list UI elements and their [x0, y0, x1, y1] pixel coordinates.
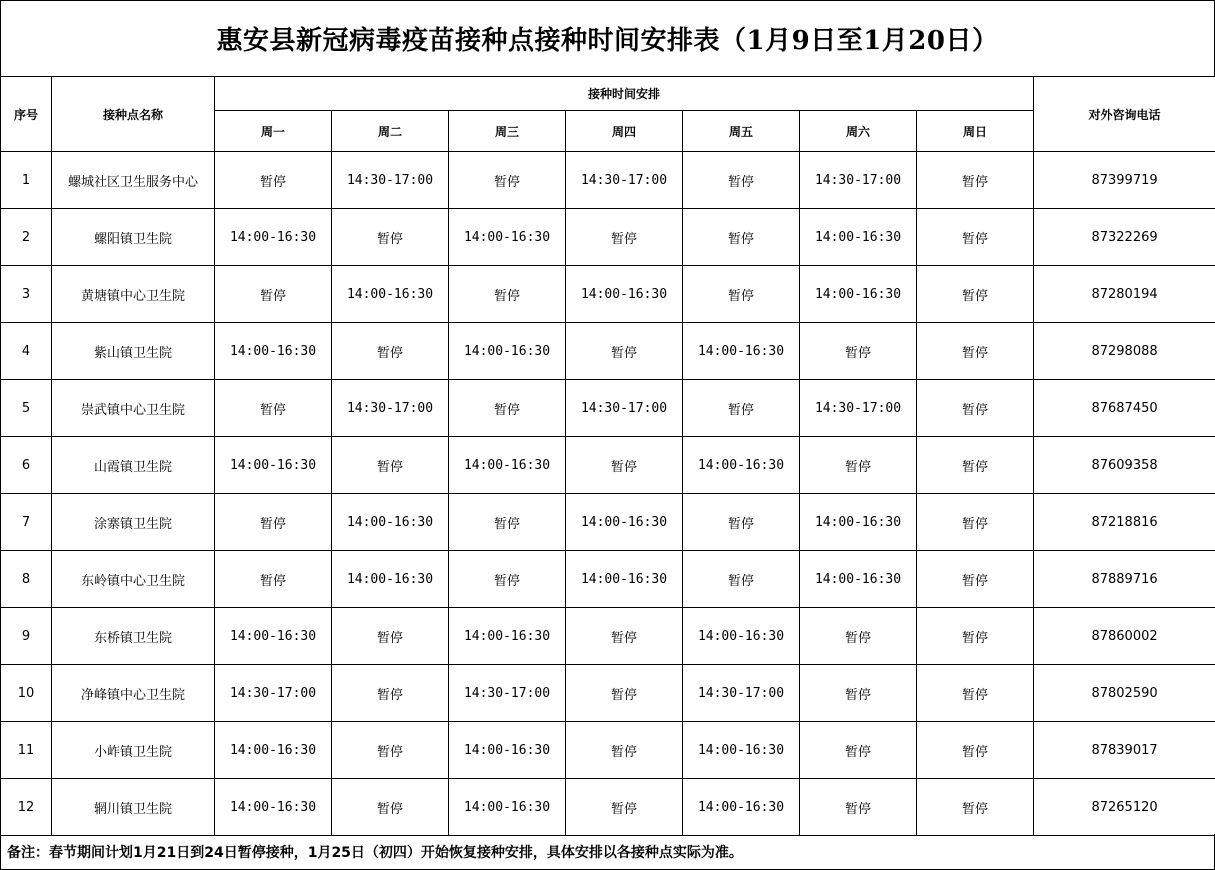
site-name: 辋川镇卫生院: [52, 779, 215, 836]
site-name: 崇武镇中心卫生院: [52, 380, 215, 437]
schedule-cell: 暂停: [917, 494, 1034, 551]
schedule-cell: 14:30-17:00: [566, 380, 683, 437]
schedule-cell: 14:00-16:30: [449, 437, 566, 494]
row-index: 6: [1, 437, 52, 494]
schedule-cell: 14:30-17:00: [332, 152, 449, 209]
site-name: 东岭镇中心卫生院: [52, 551, 215, 608]
schedule-cell: 暂停: [332, 323, 449, 380]
phone-number: 87609358: [1034, 437, 1215, 494]
schedule-cell: 14:00-16:30: [683, 323, 800, 380]
schedule-cell: 14:30-17:00: [332, 380, 449, 437]
schedule-cell: 暂停: [917, 779, 1034, 836]
schedule-cell: 暂停: [917, 665, 1034, 722]
site-name: 黄塘镇中心卫生院: [52, 266, 215, 323]
schedule-cell: 14:00-16:30: [566, 266, 683, 323]
schedule-cell: 14:00-16:30: [566, 494, 683, 551]
header-day: 周二: [332, 111, 449, 152]
phone-number: 87860002: [1034, 608, 1215, 665]
header-day: 周四: [566, 111, 683, 152]
site-name: 紫山镇卫生院: [52, 323, 215, 380]
schedule-cell: 14:00-16:30: [800, 209, 917, 266]
schedule-cell: 14:30-17:00: [800, 380, 917, 437]
schedule-cell: 暂停: [683, 494, 800, 551]
schedule-cell: 暂停: [917, 551, 1034, 608]
schedule-cell: 14:30-17:00: [683, 665, 800, 722]
table-row: [1, 722, 1215, 779]
site-name: 小岞镇卫生院: [52, 722, 215, 779]
table-row: [1, 665, 1215, 722]
header-day: 周日: [917, 111, 1034, 152]
schedule-cell: 暂停: [683, 551, 800, 608]
schedule-cell: 14:00-16:30: [215, 209, 332, 266]
row-index: 5: [1, 380, 52, 437]
schedule-cell: 暂停: [566, 437, 683, 494]
row-index: 8: [1, 551, 52, 608]
row-index: 7: [1, 494, 52, 551]
schedule-cell: 暂停: [917, 608, 1034, 665]
phone-number: 87839017: [1034, 722, 1215, 779]
schedule-cell: 暂停: [449, 266, 566, 323]
schedule-cell: 暂停: [917, 209, 1034, 266]
schedule-cell: 暂停: [800, 608, 917, 665]
header-schedule: 接种时间安排: [215, 77, 1034, 111]
header-day: 周六: [800, 111, 917, 152]
table-row: [1, 437, 1215, 494]
schedule-cell: 14:00-16:30: [449, 323, 566, 380]
schedule-cell: 暂停: [683, 152, 800, 209]
header-index: 序号: [1, 77, 52, 152]
schedule-cell: 暂停: [683, 266, 800, 323]
table-row: [1, 779, 1215, 836]
schedule-cell: 暂停: [683, 209, 800, 266]
header-day: 周一: [215, 111, 332, 152]
schedule-cell: 暂停: [449, 152, 566, 209]
schedule-cell: 暂停: [917, 722, 1034, 779]
schedule-cell: 14:00-16:30: [566, 551, 683, 608]
phone-number: 87802590: [1034, 665, 1215, 722]
row-index: 12: [1, 779, 52, 836]
phone-number: 87265120: [1034, 779, 1215, 836]
schedule-cell: 14:00-16:30: [449, 779, 566, 836]
schedule-cell: 暂停: [215, 266, 332, 323]
schedule-cell: 暂停: [917, 323, 1034, 380]
site-name: 净峰镇中心卫生院: [52, 665, 215, 722]
schedule-cell: 暂停: [332, 722, 449, 779]
schedule-cell: 暂停: [800, 665, 917, 722]
schedule-cell: 暂停: [332, 437, 449, 494]
schedule-body: [1, 152, 1215, 836]
site-name: 东桥镇卫生院: [52, 608, 215, 665]
schedule-cell: 暂停: [566, 665, 683, 722]
row-index: 3: [1, 266, 52, 323]
phone-number: 87687450: [1034, 380, 1215, 437]
schedule-cell: 14:00-16:30: [332, 551, 449, 608]
footnote: 备注：春节期间计划1月21日到24日暂停接种，1月25日（初四）开始恢复接种安排，具体安排以各接种点实际为准。: [0, 834, 1215, 870]
schedule-table: [0, 76, 1215, 836]
schedule-cell: 暂停: [800, 722, 917, 779]
phone-number: 87280194: [1034, 266, 1215, 323]
row-index: 4: [1, 323, 52, 380]
schedule-cell: 14:00-16:30: [332, 494, 449, 551]
schedule-cell: 14:00-16:30: [683, 437, 800, 494]
schedule-cell: 14:00-16:30: [215, 437, 332, 494]
schedule-cell: 14:30-17:00: [566, 152, 683, 209]
schedule-cell: 暂停: [917, 266, 1034, 323]
phone-number: 87889716: [1034, 551, 1215, 608]
schedule-cell: 暂停: [332, 779, 449, 836]
phone-number: 87218816: [1034, 494, 1215, 551]
row-index: 11: [1, 722, 52, 779]
schedule-cell: 暂停: [215, 152, 332, 209]
schedule-cell: 14:00-16:30: [215, 323, 332, 380]
table-row: [1, 209, 1215, 266]
table-row: [1, 608, 1215, 665]
schedule-cell: 暂停: [332, 209, 449, 266]
schedule-cell: 14:30-17:00: [449, 665, 566, 722]
table-row: [1, 323, 1215, 380]
table-row: [1, 266, 1215, 323]
schedule-cell: 暂停: [215, 551, 332, 608]
schedule-cell: 暂停: [449, 551, 566, 608]
site-name: 涂寨镇卫生院: [52, 494, 215, 551]
phone-number: 87399719: [1034, 152, 1215, 209]
schedule-cell: 暂停: [917, 437, 1034, 494]
schedule-cell: 14:00-16:30: [800, 494, 917, 551]
schedule-cell: 14:00-16:30: [683, 722, 800, 779]
header-day: 周三: [449, 111, 566, 152]
site-name: 螺城社区卫生服务中心: [52, 152, 215, 209]
schedule-cell: 暂停: [566, 608, 683, 665]
schedule-cell: 14:00-16:30: [800, 551, 917, 608]
schedule-cell: 暂停: [800, 779, 917, 836]
site-name: 山霞镇卫生院: [52, 437, 215, 494]
schedule-cell: 暂停: [566, 209, 683, 266]
schedule-cell: 14:30-17:00: [215, 665, 332, 722]
schedule-cell: 暂停: [215, 380, 332, 437]
schedule-cell: 暂停: [800, 323, 917, 380]
schedule-cell: 暂停: [332, 608, 449, 665]
schedule-cell: 暂停: [800, 437, 917, 494]
schedule-cell: 14:00-16:30: [449, 209, 566, 266]
table-row: [1, 152, 1215, 209]
row-index: 10: [1, 665, 52, 722]
site-name: 螺阳镇卫生院: [52, 209, 215, 266]
phone-number: 87298088: [1034, 323, 1215, 380]
table-row: [1, 494, 1215, 551]
schedule-cell: 14:00-16:30: [449, 608, 566, 665]
schedule-cell: 暂停: [566, 722, 683, 779]
schedule-cell: 14:00-16:30: [215, 722, 332, 779]
page-title: 惠安县新冠病毒疫苗接种点接种时间安排表（1月9日至1月20日）: [0, 0, 1215, 77]
table-row: [1, 551, 1215, 608]
schedule-cell: 14:00-16:30: [449, 722, 566, 779]
schedule-cell: 暂停: [566, 323, 683, 380]
schedule-cell: 暂停: [332, 665, 449, 722]
schedule-cell: 暂停: [566, 779, 683, 836]
schedule-cell: 暂停: [215, 494, 332, 551]
schedule-cell: 14:30-17:00: [800, 152, 917, 209]
schedule-cell: 暂停: [917, 380, 1034, 437]
schedule-cell: 14:00-16:30: [332, 266, 449, 323]
table-row: [1, 380, 1215, 437]
row-index: 1: [1, 152, 52, 209]
schedule-cell: 14:00-16:30: [215, 608, 332, 665]
header-day: 周五: [683, 111, 800, 152]
schedule-cell: 14:00-16:30: [683, 608, 800, 665]
row-index: 9: [1, 608, 52, 665]
row-index: 2: [1, 209, 52, 266]
schedule-cell: 暂停: [917, 152, 1034, 209]
header-phone: 对外咨询电话: [1034, 77, 1215, 152]
schedule-cell: 暂停: [449, 494, 566, 551]
schedule-cell: 14:00-16:30: [683, 779, 800, 836]
schedule-cell: 暂停: [449, 380, 566, 437]
schedule-cell: 暂停: [683, 380, 800, 437]
phone-number: 87322269: [1034, 209, 1215, 266]
schedule-cell: 14:00-16:30: [800, 266, 917, 323]
header-site: 接种点名称: [52, 77, 215, 152]
schedule-cell: 14:00-16:30: [215, 779, 332, 836]
